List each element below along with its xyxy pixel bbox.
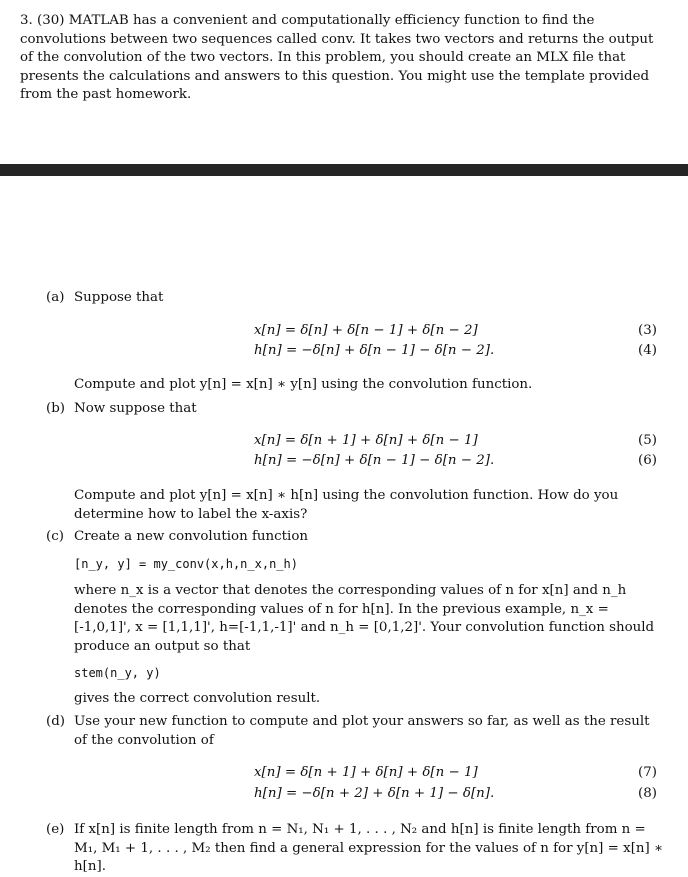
part-b-eq1: x[n] = δ[n + 1] + δ[n] + δ[n − 1]: [254, 433, 478, 448]
part-a-task: Compute and plot y[n] = x[n] ∗ y[n] using the convolution function.: [74, 377, 533, 392]
part-a-lead: Suppose that: [74, 290, 164, 305]
eq-number: (7): [638, 765, 657, 780]
eq-number: (5): [638, 433, 657, 448]
eq-number: (6): [638, 453, 657, 468]
part-c-lead: Create a new convolution function: [74, 529, 309, 544]
eq-number: (4): [638, 343, 657, 358]
problem-intro-text: (30) MATLAB has a convenient and computationally efficiency function to find the convolutions between two sequences called conv. It takes two vectors and returns the output of the convolution of the two vectors. In this problem, you should create an MLX file that presents the calculations and answers to this question. You might use the template provided from the past homework.: [20, 13, 654, 103]
part-a-eq1: x[n] = δ[n] + δ[n − 1] + δ[n − 2]: [254, 323, 478, 338]
part-b-label: (b): [46, 401, 66, 416]
part-d-label: (d): [46, 714, 66, 729]
part-c-label: (c): [46, 529, 64, 544]
part-b-task: Compute and plot y[n] = x[n] ∗ h[n] using the convolution function. How do you determine how to label the x-axis?: [74, 488, 619, 522]
part-a-label: (a): [46, 290, 65, 305]
part-b-lead: Now suppose that: [74, 401, 197, 416]
eq-number: (3): [638, 323, 657, 338]
divider-bar: [0, 164, 688, 176]
part-e-text: If x[n] is finite length from n = N₁, N₁ + 1, . . . , N₂ and h[n] is finite length from n = M₁, M₁ + 1, . . . , M₂ then find a general expression for the values of n for y[n] = x[n] ∗ h[n].: [74, 822, 664, 875]
part-e-label: (e): [46, 822, 65, 837]
part-a-eq2: h[n] = −δ[n] + δ[n − 1] − δ[n − 2].: [254, 343, 495, 358]
eq-number: (8): [638, 786, 657, 801]
part-b-eq2: h[n] = −δ[n] + δ[n − 1] − δ[n − 2].: [254, 453, 495, 468]
part-d-lead: Use your new function to compute and plot your answers so far, as well as the result of the convolution of: [74, 714, 650, 748]
part-c-paragraph: where n_x is a vector that denotes the corresponding values of n for x[n] and n_h denotes the corresponding values of n for h[n]. In the previous example, n_x = [-1,0,1]', x = [1,1,1]', h=[-1,1,-1]' and n_h = [0,1,2]'. Your convolution function should produce an output so that: [74, 583, 655, 654]
code-function-signature: [n_y, y] = my_conv(x,h,n_x,n_h): [74, 557, 298, 571]
part-d-eq1: x[n] = δ[n + 1] + δ[n] + δ[n − 1]: [254, 765, 478, 780]
problem-intro: [20, 12, 660, 105]
problem-number: 3.: [20, 13, 33, 28]
part-d-eq2: h[n] = −δ[n + 2] + δ[n + 1] − δ[n].: [254, 786, 495, 801]
code-stem-call: stem(n_y, y): [74, 666, 161, 680]
part-c-tail: gives the correct convolution result.: [74, 691, 321, 706]
